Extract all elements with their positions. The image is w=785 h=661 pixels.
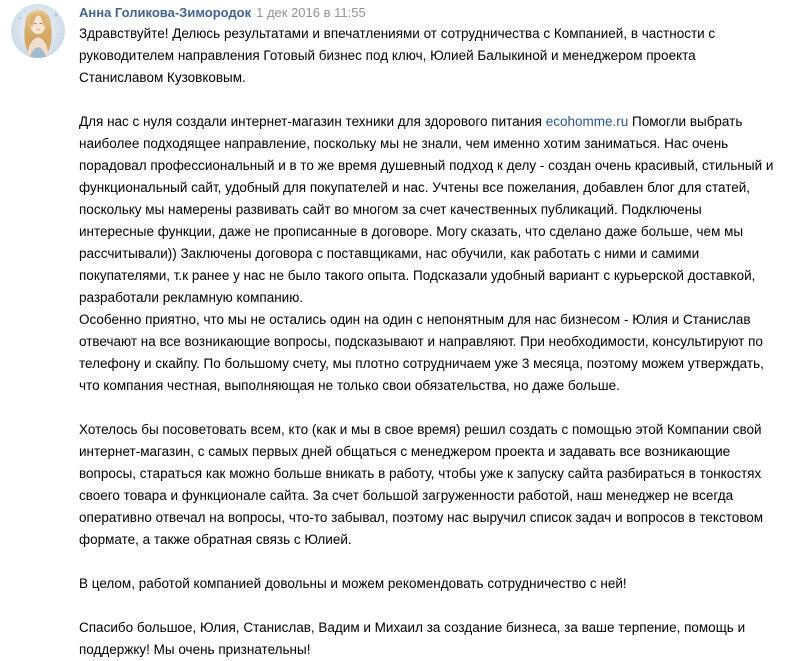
- author-name[interactable]: Анна Голикова-Зимородок: [79, 5, 252, 20]
- post-text: [79, 23, 779, 661]
- post-date[interactable]: 1 дек 2016 в 11:55: [256, 5, 366, 20]
- post-paragraph-1: Здравствуйте! Делюсь результатами и впечатлениями от сотрудничества с Компанией, в частности с руководителем направления Готовый бизнес под ключ, Юлией Балыкиной и менеджером проекта Станиславом Кузовковым.: [79, 26, 716, 85]
- post-paragraph-3: Особенно приятно, что мы не остались один на один с непонятным для нас бизнесом - Юлия и Станислав отвечают на все возникающие вопросы, подсказывают и направляют. При необходимости, консультируют по телефону и скайпу. По большому счету, мы плотно сотрудничаем уже 3 месяца, поэтому можем утверждать, что компания честная, выполняющая не только свои обязательства, но даже больше.: [79, 312, 764, 393]
- avatar[interactable]: [11, 4, 65, 58]
- post-paragraph-2: [79, 111, 779, 309]
- post-paragraph-5: В целом, работой компанией довольны и можем рекомендовать сотрудничество с ней!: [79, 576, 627, 591]
- post-paragraph-4: Хотелось бы посоветовать всем, кто (как и мы в свое время) решил создать с помощью этой Компании свой интернет-магазин, с самых первых дней общаться с менеджером проекта и задавать все возникающие вопросы, стараться как можно больше вникать в работу, чтобы уже к запуску сайта разбираться в тонкостях своего товара и функционале сайта. За счет большой загруженности работой, наш менеджер не всегда оперативно отвечал на вопросы, что-то забывал, поэтому нас выручил список задач и вопросов в текстовом формате, а также обратная связь с Юлией.: [79, 422, 764, 547]
- paragraph-text-after-link: Помогли выбрать наиболее подходящее направление, поскольку мы не знали, чем именно хотим заниматься. Нас очень порадовал профессиональный и в то же время душевный подход к делу - создан очень красивый, стильный и функциональный сайт, удобный для покупателей и нас. Учтены все пожелания, добавлен блог для статей, поскольку мы намерены развивать сайт во многом за счет качественных публикаций. Подключены интересные функции, даже не прописанные в договоре. Могу сказать, что сделано даже больше, чем мы рассчитывали)) Заключены договора с поставщиками, нас обучили, как работать с ними и самими покупателями, т.к ранее у нас не было такого опыта. Подсказали удобный вариант с курьерской доставкой, разработали рекламную компанию.: [79, 114, 774, 305]
- ecohomme-link[interactable]: ecohomme.ru: [545, 114, 629, 129]
- avatar-mermaid-illustration: [11, 4, 65, 58]
- post-header: [79, 4, 366, 22]
- post-paragraph-6: Спасибо большое, Юлия, Станислав, Вадим и Михаил за создание бизнеса, за ваше терпение, помощь и поддержку! Мы очень признательны!: [79, 620, 746, 657]
- paragraph-text-before-link: Для нас с нуля создали интернет-магазин техники для здорового питания: [79, 114, 546, 129]
